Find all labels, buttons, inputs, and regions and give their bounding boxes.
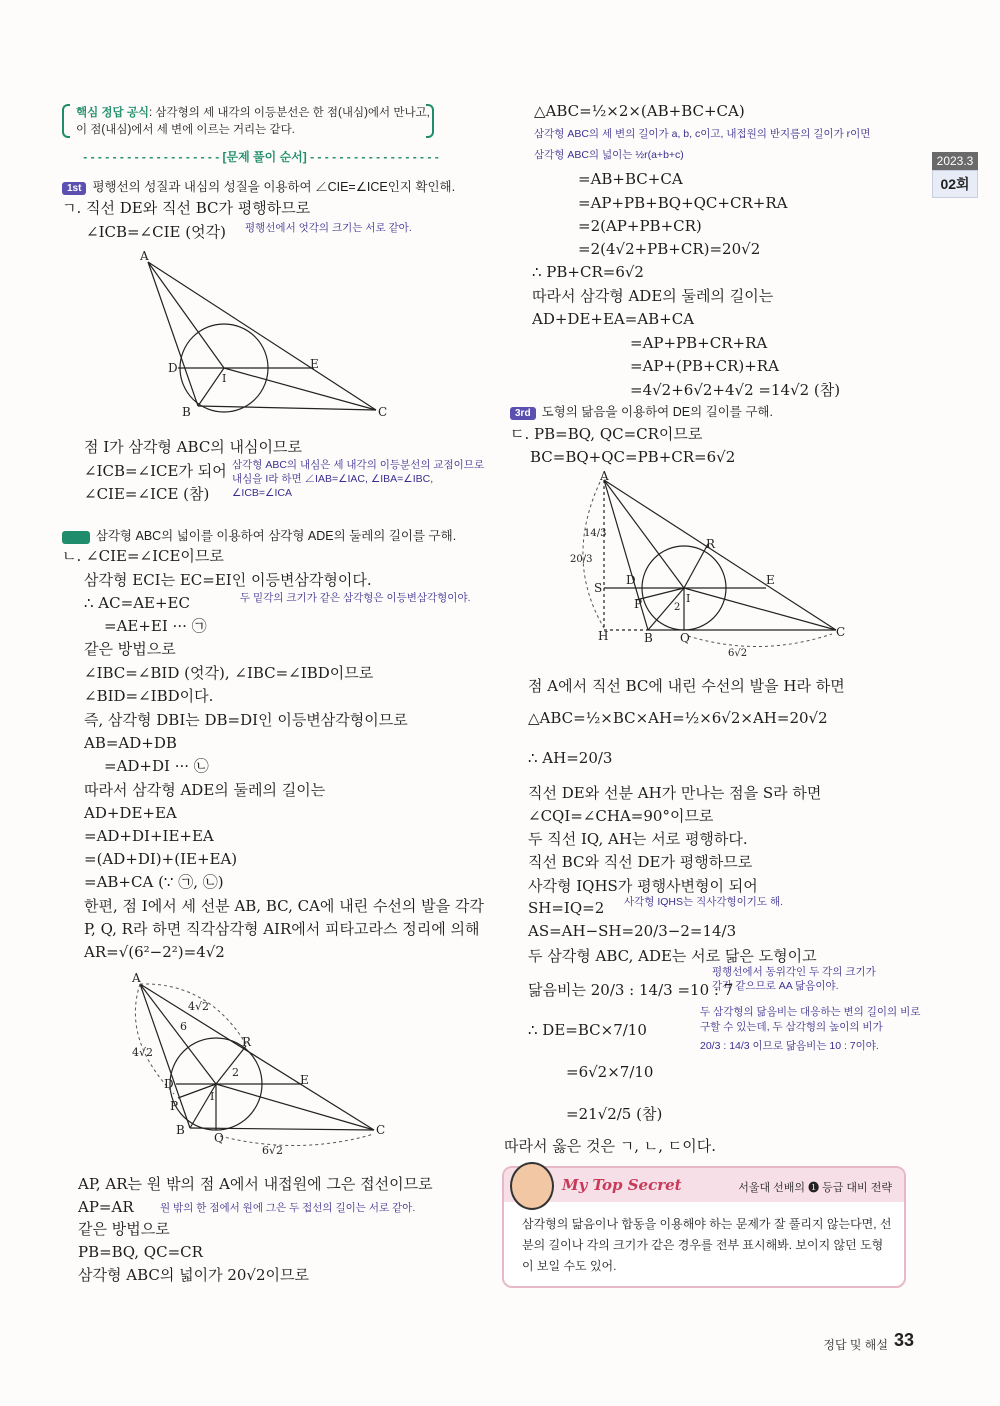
right-line-8: =AP+PB+CR+RA — [630, 334, 768, 352]
foot-r: R — [706, 537, 716, 551]
note-isosceles: 두 밑각의 크기가 같은 삼각형은 이등변삼각형이야. — [240, 592, 471, 604]
core-label: 핵심 정답 공식 — [76, 107, 150, 119]
vertex-c: C — [376, 1123, 386, 1137]
note-ratio-1: 두 삼각형의 닮음비는 대응하는 변의 길이의 비로 — [700, 1006, 921, 1018]
exam-round-tab — [932, 152, 978, 200]
left-line-16: AD+DE+EA — [84, 804, 177, 822]
note-incenter-1: 삼각형 ABC의 내심은 세 내각의 이등분선의 교점이므로 — [232, 459, 485, 471]
label-ap: 4√2 — [188, 1000, 210, 1013]
right-line-1: =AB+BC+CA — [578, 170, 683, 188]
vertex-b: B — [176, 1123, 185, 1137]
segment-ai — [140, 984, 216, 1084]
senior-avatar-icon — [510, 1162, 554, 1210]
step1-tag: 1st — [62, 182, 86, 195]
left-line-1: ∠ICB=∠CIE (엇각) — [86, 223, 226, 241]
note-similar-1: 평행선에서 동위각인 두 각의 크기가 — [712, 966, 876, 978]
right-line-25: ∴ DE=BC×7/10 — [528, 1021, 647, 1039]
label-qc: 6√2 — [728, 648, 748, 659]
vertex-c: C — [378, 405, 388, 419]
right-line-2: =AP+PB+BQ+QC+CR+RA — [578, 194, 788, 212]
page-number: 33 — [893, 1330, 914, 1350]
left-line-11: ∠BID=∠IBD이다. — [84, 687, 214, 705]
side-bc — [198, 406, 376, 410]
left-line-19: =AB+CA (∵ ㉠, ㉡) — [84, 873, 224, 891]
left-line-27: 삼각형 ABC의 넓이가 20√2이므로 — [78, 1266, 310, 1284]
vertex-a: A — [600, 470, 609, 483]
right-line-3: =2(AP+PB+CR) — [578, 217, 702, 235]
arc-qc — [220, 1134, 374, 1146]
vertex-c: C — [836, 625, 846, 639]
vertex-a: A — [132, 971, 141, 985]
left-line-22: AR=√(6²−2²)=4√2 — [84, 943, 225, 961]
right-line-19: 직선 BC와 직선 DE가 평행하므로 — [528, 853, 753, 871]
right-line-9: =AP+(PB+CR)+RA — [630, 357, 779, 375]
bisector-b — [198, 368, 227, 406]
left-line-17: =AD+DI+IE+EA — [84, 827, 214, 845]
vertex-d: D — [168, 361, 178, 375]
left-line-13: AB=AD+DB — [84, 734, 177, 752]
bisector-a — [148, 262, 224, 368]
step1-text: 평행선의 성질과 내심의 성질을 이용하여 ∠CIE=∠ICE인지 확인해. — [92, 180, 456, 194]
secret-title: My Top Secret — [562, 1176, 682, 1194]
vertex-e: E — [300, 1073, 309, 1087]
incenter-i: I — [686, 592, 691, 605]
figure-3 — [560, 470, 850, 662]
right-line-27: =21√2/5 (참) — [566, 1105, 663, 1123]
note-alt-angle: 평행선에서 엇각의 크기는 서로 같아. — [245, 222, 412, 234]
left-line-12: 즉, 삼각형 DBI는 DB=DI인 이등변삼각형이므로 — [84, 711, 408, 729]
foot-h: H — [598, 629, 609, 643]
label-iq: 2 — [674, 602, 681, 613]
note-incenter-2: 내심을 I라 하면 ∠IAB=∠IAC, ∠IBA=∠IBC, — [232, 473, 434, 485]
step3 — [510, 402, 773, 420]
core-line1: : 삼각형의 세 내각의 이등분선은 한 점(내심)에서 만나고, — [149, 107, 430, 119]
step1 — [62, 177, 455, 195]
right-line-13: 점 A에서 직선 BC에 내린 수선의 발을 H라 하면 — [528, 677, 845, 695]
secret-body: 삼각형의 닮음이나 합동을 이용해야 하는 문제가 잘 풀리지 않는다면, 선분의 길이나 각의 크기가 같은 경우를 전부 표시해봐. 보이지 않던 도형이 보일 수도 있어. — [522, 1217, 892, 1273]
note-ratio-2: 구할 수 있는데, 두 삼각형의 높이의 비가 — [700, 1021, 883, 1033]
note-rect: 사각형 IQHS는 직사각형이기도 해. — [624, 896, 784, 908]
left-line-10: ∠IBC=∠BID (엇각), ∠IBC=∠IBD이므로 — [84, 664, 374, 682]
left-line-23: AP, AR는 원 밖의 점 A에서 내접원에 그은 접선이므로 — [78, 1175, 433, 1193]
left-line-0: ㄱ. 직선 DE와 직선 BC가 평행하므로 — [62, 199, 311, 217]
left-line-5: ㄴ. ∠CIE=∠ICE이므로 — [62, 547, 224, 565]
left-line-24: AP=AR — [78, 1198, 134, 1216]
exam-year: 2023.3 — [932, 152, 978, 170]
right-line-26: =6√2×7/10 — [566, 1063, 654, 1081]
right-line-17: ∠CQI=∠CHA=90°이므로 — [528, 807, 714, 825]
left-line-14: =AD+DI ··· ㉡ — [104, 757, 209, 775]
note-ratio-3: 20/3 : 14/3 이므로 닮음비는 10 : 7이야. — [700, 1040, 879, 1052]
solve-order-title: - - - - - - - - - - - - - - - - - - - [문제 풀이 순서] - - - - - - - - - - - - - - - - - - — [83, 150, 439, 164]
right-line-23: 두 삼각형 ABC, ADE는 서로 닮은 도형이고 — [528, 947, 817, 965]
right-line-22: AS=AH−SH=20/3−2=14/3 — [528, 922, 737, 940]
right-line-11: ㄷ. PB=BQ, QC=CR이므로 — [510, 425, 703, 443]
step2-text: 삼각형 ABC의 넓이를 이용하여 삼각형 ADE의 둘레의 길이를 구해. — [95, 529, 457, 543]
exam-round: 02회 — [932, 170, 978, 198]
right-line-21: SH=IQ=2 — [528, 899, 605, 917]
label-ah: 20/3 — [570, 554, 593, 565]
radius-ir — [216, 1046, 246, 1084]
left-line-15: 따라서 삼각형 ADE의 둘레의 길이는 — [84, 781, 326, 799]
point-s: S — [594, 581, 603, 595]
left-line-21: P, Q, R라 하면 직각삼각형 AIR에서 피타고라스 정리에 의해 — [84, 920, 480, 938]
secret-subtitle: 서울대 선배의 ❶ 등급 대비 전략 — [738, 1182, 892, 1194]
left-line-20: 한편, 점 I에서 세 선분 AB, BC, CA에 내린 수선의 발을 각각 — [84, 897, 484, 915]
step3-text: 도형의 닮음을 이용하여 DE의 길이를 구해. — [541, 405, 773, 419]
left-line-8: =AE+EI ··· ㉠ — [104, 617, 207, 635]
foot-p: P — [170, 1099, 179, 1113]
left-line-26: PB=BQ, QC=CR — [78, 1243, 203, 1261]
note-area-1: 삼각형 ABC의 세 변의 길이가 a, b, c이고, 내접원의 반지름의 길이가 r이면 — [534, 128, 871, 140]
right-line-12: BC=BQ+QC=PB+CR=6√2 — [530, 448, 736, 466]
right-line-7: AD+DE+EA=AB+CA — [532, 310, 695, 328]
left-line-7: ∴ AC=AE+EC — [84, 594, 190, 612]
side-ac — [148, 262, 376, 410]
right-line-20: 사각형 IQHS가 평행사변형이 되어 — [528, 877, 758, 895]
right-line-10: =4√2+6√2+4√2 =14√2 (참) — [630, 381, 841, 399]
radius-ir — [684, 544, 708, 588]
label-as: 14/3 — [584, 528, 607, 539]
side-ab — [148, 262, 198, 406]
left-line-6: 삼각형 ECI는 EC=EI인 이등변삼각형이다. — [84, 571, 372, 589]
right-line-28: 따라서 옳은 것은 ㄱ, ㄴ, ㄷ이다. — [504, 1137, 717, 1155]
core-formula-box — [62, 102, 434, 138]
incenter-i: I — [222, 372, 227, 385]
vertex-b: B — [182, 405, 191, 419]
figure-1 — [128, 250, 396, 422]
step2 — [62, 526, 456, 544]
vertex-e: E — [766, 573, 775, 587]
right-line-6: 따라서 삼각형 ADE의 둘레의 길이는 — [532, 287, 774, 305]
left-line-2: 점 I가 삼각형 ABC의 내심이므로 — [84, 438, 302, 456]
vertex-d: D — [626, 573, 636, 587]
footer-label: 정답 및 해설 — [823, 1338, 888, 1352]
foot-q: Q — [214, 1131, 224, 1145]
segment-ai — [604, 480, 684, 588]
left-line-4: ∠CIE=∠ICE (참) — [84, 485, 210, 503]
label-ai: 6 — [180, 1020, 187, 1033]
my-top-secret-box — [502, 1166, 906, 1288]
left-line-3: ∠ICB=∠ICE가 되어 — [84, 462, 227, 480]
label-ir: 2 — [232, 1066, 239, 1079]
left-line-9: 같은 방법으로 — [84, 640, 176, 658]
left-line-18: =(AD+DI)+(IE+EA) — [84, 850, 238, 868]
note-similar-2: 각각 같으므로 AA 닮음이야. — [712, 980, 839, 992]
arc-qc — [688, 634, 832, 647]
right-line-5: ∴ PB+CR=6√2 — [532, 263, 644, 281]
right-line-24: 닮음비는 20/3 : 14/3 =10 : 7 — [528, 981, 734, 999]
incenter-i: I — [210, 1090, 215, 1103]
vertex-e: E — [310, 357, 319, 371]
figure-2 — [128, 970, 390, 1160]
right-line-0: △ABC=½×2×(AB+BC+CA) — [534, 102, 745, 120]
foot-p: P — [634, 597, 643, 611]
arc-ar — [140, 984, 246, 1044]
vertex-b: B — [644, 631, 653, 645]
bisector-c — [224, 368, 376, 410]
vertex-d: D — [164, 1077, 174, 1091]
right-line-15: ∴ AH=20/3 — [528, 749, 613, 767]
label-qc: 6√2 — [262, 1144, 284, 1157]
right-line-14: △ABC=½×BC×AH=½×6√2×AH=20√2 — [528, 709, 828, 727]
right-line-16: 직선 DE와 선분 AH가 만나는 점을 S라 하면 — [528, 784, 822, 802]
foot-q: Q — [680, 631, 690, 645]
step3-tag: 3rd — [510, 407, 536, 420]
step2-tag: 2nd — [62, 531, 90, 544]
note-incenter-3: ∠ICB=∠ICA — [232, 487, 292, 499]
note-area-2: 삼각형 ABC의 넓이는 ½r(a+b+c) — [534, 149, 684, 161]
vertex-a: A — [140, 250, 149, 263]
label-ar: 4√2 — [132, 1046, 154, 1059]
right-line-18: 두 직선 IQ, AH는 서로 평행하다. — [528, 830, 748, 848]
core-line2: 이 점(내심)에서 세 변에 이르는 거리는 같다. — [76, 124, 295, 136]
left-line-25: 같은 방법으로 — [78, 1220, 170, 1238]
foot-r: R — [242, 1035, 252, 1049]
note-tangent: 원 밖의 한 점에서 원에 그은 두 접선의 길이는 서로 같아. — [160, 1202, 416, 1214]
right-line-4: =2(4√2+PB+CR)=20√2 — [578, 240, 761, 258]
